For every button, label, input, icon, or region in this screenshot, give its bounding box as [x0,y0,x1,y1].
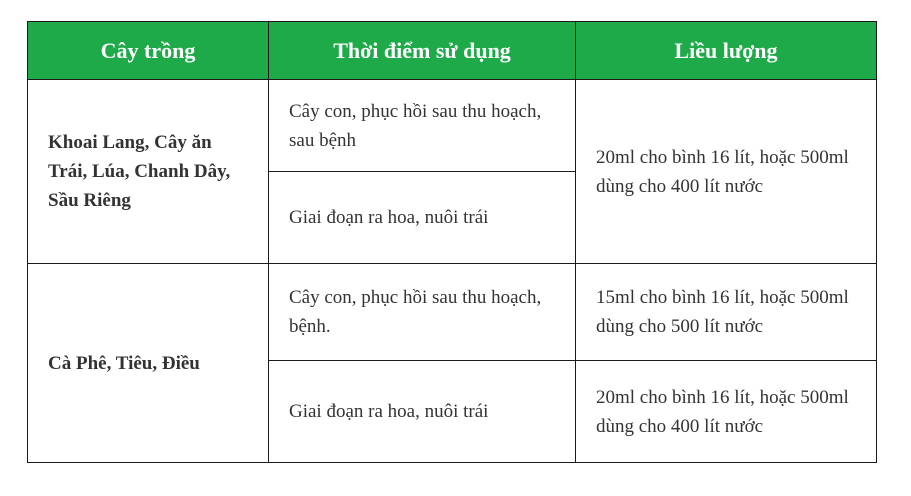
table-header-row [28,22,877,80]
header-crop: Cây trồng [28,22,269,80]
usage-table [27,21,877,463]
timing-cell: Cây con, phục hồi sau thu hoạch, sau bệnh [269,80,576,172]
crop-cell: Cà Phê, Tiêu, Điều [28,264,269,463]
dosage-cell: 20ml cho bình 16 lít, hoặc 500ml dùng cho 400 lít nước [576,80,877,264]
table-row [28,80,877,172]
crop-cell: Khoai Lang, Cây ăn Trái, Lúa, Chanh Dây, Sầu Riêng [28,80,269,264]
table-row [28,264,877,361]
timing-cell: Cây con, phục hồi sau thu hoạch, bệnh. [269,264,576,361]
header-dosage: Liều lượng [576,22,877,80]
timing-cell: Giai đoạn ra hoa, nuôi trái [269,361,576,463]
dosage-cell: 20ml cho bình 16 lít, hoặc 500ml dùng cho 400 lít nước [576,361,877,463]
timing-cell: Giai đoạn ra hoa, nuôi trái [269,172,576,264]
header-timing: Thời điểm sử dụng [269,22,576,80]
usage-table-container [27,21,876,463]
dosage-cell: 15ml cho bình 16 lít, hoặc 500ml dùng cho 500 lít nước [576,264,877,361]
